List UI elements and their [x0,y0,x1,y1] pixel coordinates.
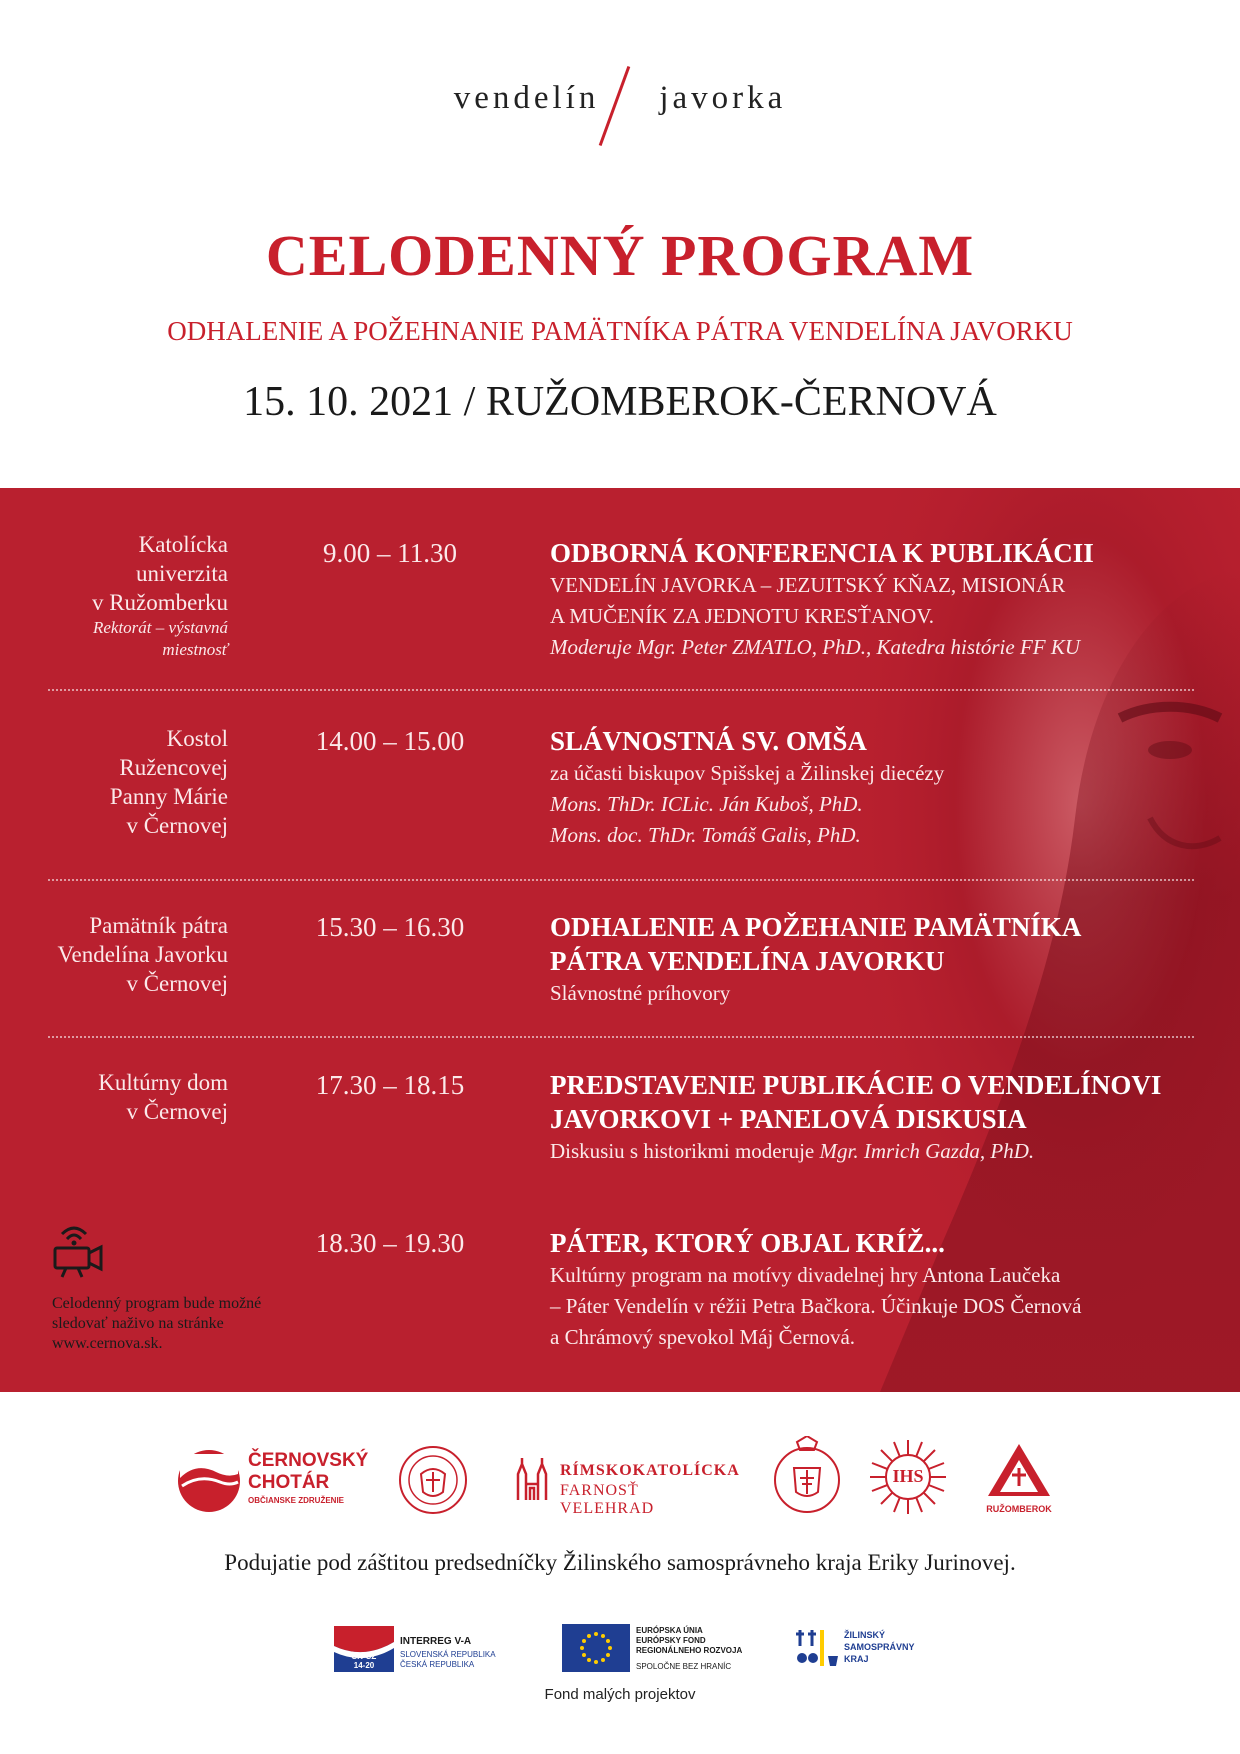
stream-note: Celodenný program bude možné sledovať naživo na stránke www.cernova.sk. [52,1295,262,1352]
catholic-university-logo: RUŽOMBEROK [976,1438,1062,1518]
event-2: SLÁVNOSTNÁ SV. OMŠA za účasti biskupov Spišskej a Žilinskej diecézy Mons. ThDr. ICLic. Ján Kuboš, PhD. Mons. doc. ThDr. Tomáš Galis, PhD. [550,726,945,847]
place-4: Kultúrny dom v Černovej [98,1070,228,1124]
event-4: PREDSTAVENIE PUBLIKÁCIE O VENDELÍNOVI JAVORKOVI + PANELOVÁ DISKUSIA Diskusiu s historikmi moderuje Mgr. Imrich Gazda, PhD. [550,1070,1162,1163]
program-panel [0,488,1240,1392]
eu-flag-icon [562,1624,630,1672]
time-2: 14.00 – 15.00 [315,726,465,756]
ku-triangle-icon [982,1438,1056,1504]
farnost-velehrad-logo: RÍMSKOKATOLÍCKA FARNOSŤ VELEHRAD [512,1456,732,1506]
cernovsky-chotar-icon [176,1448,242,1514]
church-icon [512,1456,552,1502]
diocese-zilina-seal-icon [772,1436,842,1516]
event-1: ODBORNÁ KONFERENCIA K PUBLIKÁCII VENDELÍN JAVORKA – JEZUITSKÝ KŇAZ, MISIONÁR A MUČENÍK ZA JEDNOTU KRESŤANOV. Moderuje Mgr. Peter ZMATLO, PhD., Katedra histórie FF KU [550,538,1094,659]
jesuits-ihs-logo: IHS [868,1438,948,1516]
divider [48,1036,1194,1038]
zilina-region-logo: ŽILINSKÝ SAMOSPRÁVNY KRAJ [792,1626,912,1674]
zilina-region-icon [792,1626,842,1672]
place-3: Pamätník pátra Vendelína Javorku v Černovej [57,913,228,996]
event-5: PÁTER, KTORÝ OBJAL KRÍŽ... Kultúrny program na motívy divadelnej hry Antona Laučeka – Páter Vendelín v réžii Petra Bačkora. Účinkuje DOS Černová a Chrámový spevokol Máj Černová. [550,1228,1082,1349]
date-and-place: 15. 10. 2021 / RUŽOMBEROK-ČERNOVÁ [243,379,997,425]
interreg-logo: SK-CZ 14-20 INTERREG V-A SLOVENSKÁ REPUBLIKA ČESKÁ REPUBLIKA [334,1626,514,1674]
time-3: 15.30 – 16.30 [315,912,465,942]
page-title: CELODENNÝ PROGRAM [265,223,975,288]
place-2: Kostol Ružencovej Panny Márie v Černovej [109,726,228,838]
cernovsky-chotar-logo: ČERNOVSKÝ CHOTÁR OBČIANSKE ZDRUŽENIE [176,1448,376,1516]
place-1: Katolícka univerzita v Ružomberku Rektorát – výstavná miestnosť [91,532,228,659]
event-3: ODHALENIE A POŽEHANIE PAMÄTNÍKA PÁTRA VENDELÍNA JAVORKU Slávnostné príhovory [550,912,1082,1005]
brand-left: vendelín [453,80,600,116]
page-subtitle: ODHALENIE A POŽEHNANIE PAMÄTNÍKA PÁTRA VENDELÍNA JAVORKU [167,316,1073,346]
divider [48,689,1194,691]
parish-cernova-seal-icon [398,1444,468,1516]
brand-right: javorka [659,80,787,116]
time-1: 9.00 – 11.30 [323,538,457,568]
video-camera-icon [52,1222,104,1278]
patronage-note: Podujatie pod záštitou predsedníčky Žilinského samosprávneho kraja Eriky Jurinovej. [224,1550,1016,1575]
fund-note: Fond malých projektov [544,1686,696,1703]
divider [48,879,1194,881]
time-4: 17.30 – 18.15 [315,1070,465,1100]
time-5: 18.30 – 19.30 [315,1228,465,1258]
eu-erdf-logo: EURÓPSKA ÚNIA EURÓPSKY FOND REGIONÁLNEHO ROZVOJA SPOLOČNE BEZ HRANÍC [562,1624,762,1676]
